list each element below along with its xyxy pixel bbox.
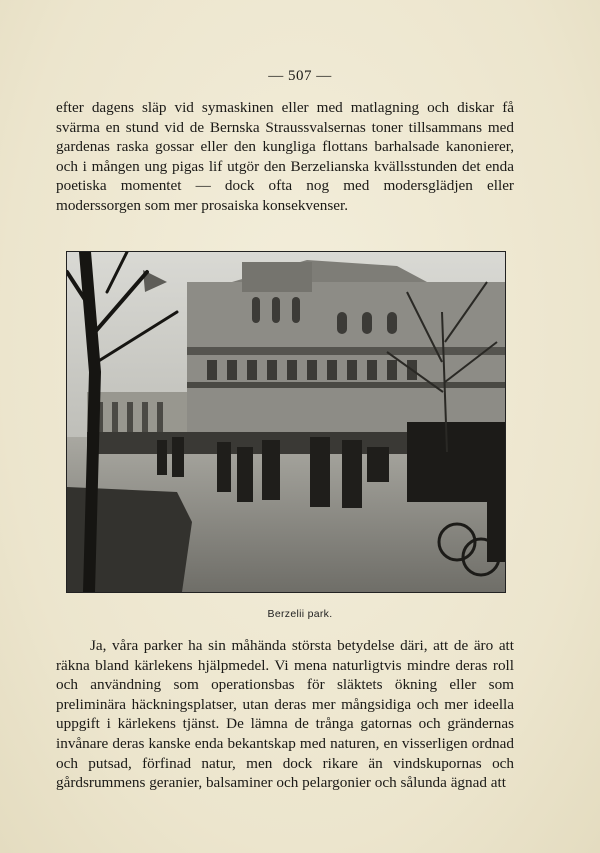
figure-caption: Berzelii park.: [267, 608, 333, 620]
paragraph-bottom: Ja, våra parker ha sin måhända största betydelse däri, att de äro att räkna bland kärlekens hjälpmedel. Vi mena naturligtvis mindre deras roll och användning som operationsbas för släktets ökning eller som preliminära häckningsplatser, utan deras mer mångsidiga och mer ideella uppgift i kärlekens tjänst. De lämna de trånga gatornas och grändernas invånare deras kanske enda bekantskap med naturen, en visserligen ordnad och putsad, förfinad natur, men dock rikare än vindskupornas och gårdsrummens geranier, balsaminer och pelargonier och sålunda ägnad att: [56, 637, 514, 792]
page-number: — 507 —: [268, 68, 332, 84]
paragraph-top: efter dagens släp vid symaskinen eller med matlagning och diskar få svärma en stund vid de Bernska Straussvalsernas toner tillsammans med gardenas raska gossar eller den kungliga flottans barhalsade kanonierer, och i mången ung pigas lif utgör den Berzelianska kvällsstunden det enda poetiska momentet — dock ofta nog med modersglädjen eller moderssorgen som mer prosaiska konsekvenser.: [56, 99, 514, 214]
park-photograph: [66, 251, 506, 593]
